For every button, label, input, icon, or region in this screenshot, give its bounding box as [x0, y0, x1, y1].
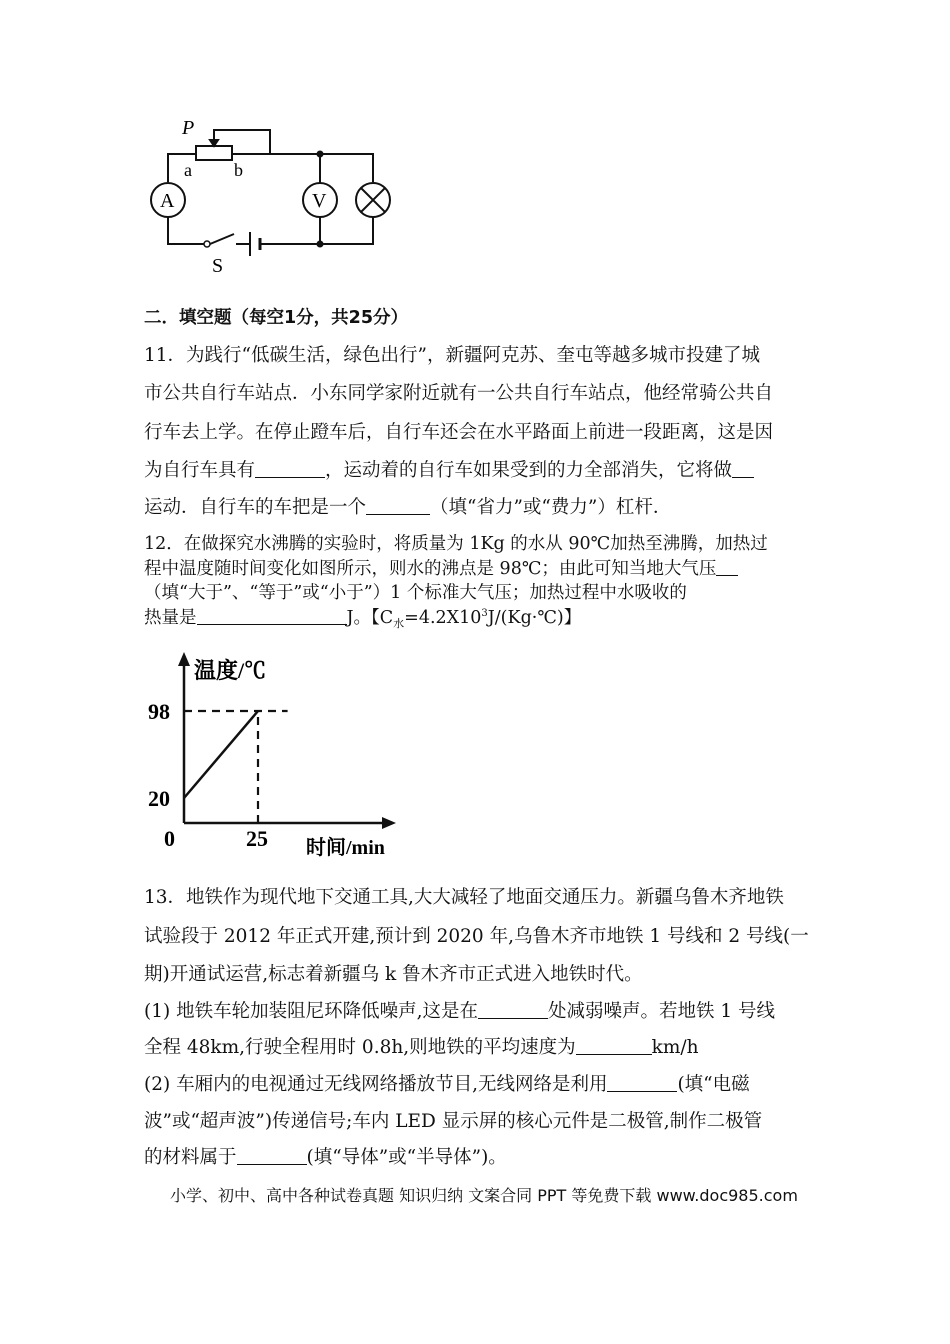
q13-text-8a: 的材料属于: [144, 1147, 237, 1168]
q11-line-3: 行车去上学。在停止蹬车后，自行车还会在水平路面上前进一段距离，这是因: [144, 422, 774, 443]
q12-text-4b: J。【C: [346, 608, 394, 628]
temperature-series-line: [184, 711, 258, 798]
circuit-wire-bottom-left: [168, 217, 204, 244]
q13-line-2: 试验段于 2012 年正式开建,预计到 2020 年,乌鲁木齐市地铁 1 号线和 2 号线(一: [144, 926, 809, 947]
x-axis-label: 时间/min: [306, 837, 385, 859]
q11-line-2: 市公共自行车站点．小东同学家附近就有一公共自行车站点，他经常骑公共自: [144, 383, 774, 404]
label-a: a: [184, 160, 192, 180]
ammeter-label: A: [160, 190, 175, 212]
q13-line-8: [144, 1143, 507, 1169]
q13-text-5b: km/h: [651, 1037, 699, 1058]
junction-top: [317, 151, 324, 158]
q12-text-4d: J/(Kg·℃)】: [487, 608, 582, 628]
q13-text-4a: (1) 地铁车轮加装阻尼环降低噪声,这是在: [144, 1001, 478, 1022]
q11-text-5b: （填“省力”或“费力”）杠杆．: [430, 497, 672, 518]
label-b: b: [234, 160, 243, 180]
q13-line-5: [144, 1033, 699, 1059]
y-tick-98: 98: [148, 699, 170, 724]
x-tick-25: 25: [246, 826, 268, 851]
voltmeter-label: V: [312, 190, 327, 212]
q11-text-5a: 运动．自行车的车把是一个: [144, 497, 367, 518]
section-title: 二．填空题（每空1分，共25分）: [144, 308, 409, 328]
answer-blank-speed[interactable]: [576, 1038, 652, 1055]
q12-text-4a: 热量是: [144, 608, 197, 628]
q13-text-8b: (填“导体”或“半导体”)。: [306, 1147, 507, 1168]
q13-line-1: 13．地铁作为现代地下交通工具,大大减轻了地面交通压力。新疆乌鲁木齐地铁: [144, 887, 784, 908]
q12-line-3: （填“大于”、“等于”或“小于”）1 个标准大气压；加热过程中水吸收的: [144, 583, 687, 603]
answer-blank-lever[interactable]: [366, 498, 430, 515]
circuit-wire-top-right: [270, 154, 373, 182]
q13-text-5a: 全程 48km,行驶全程用时 0.8h,则地铁的平均速度为: [144, 1037, 576, 1058]
q13-line-6: [144, 1070, 750, 1096]
junction-bottom: [317, 241, 324, 248]
switch-lever: [210, 234, 234, 244]
q13-text-6b: (填“电磁: [677, 1074, 750, 1095]
q11-text-4a: 为自行车具有: [144, 460, 256, 481]
y-tick-20: 20: [148, 786, 170, 811]
label-s: S: [212, 255, 224, 277]
answer-blank-motion[interactable]: [732, 461, 754, 478]
q11-text-4b: ，运动着的自行车如果受到的力全部消失，它将做: [325, 460, 733, 481]
q12-line-4: [144, 604, 581, 631]
y-axis-arrow: [178, 652, 190, 666]
q13-line-4: [144, 997, 775, 1023]
switch-pivot: [204, 241, 210, 247]
q12-text-2a: 程中温度随时间变化如图所示，则水的沸点是 98℃；由此可知当地大气压: [144, 559, 717, 579]
q12-superscript: 3: [481, 608, 488, 619]
rheostat-slider: [214, 130, 270, 154]
x-axis-arrow: [382, 817, 396, 829]
label-p: P: [182, 117, 195, 139]
q11-line-1: 11．为践行“低碳生活，绿色出行”，新疆阿克苏、奎屯等越多城市投建了城: [144, 345, 760, 366]
q12-subscript-water: 水: [393, 617, 405, 630]
y-axis-label: 温度/℃: [194, 658, 267, 683]
answer-blank-pressure[interactable]: [716, 559, 738, 576]
q13-text-4b: 处减弱噪声。若地铁 1 号线: [547, 1001, 776, 1022]
answer-blank-inertia[interactable]: [255, 461, 325, 478]
answer-blank-noise[interactable]: [478, 1002, 548, 1019]
answer-blank-wave[interactable]: [607, 1075, 677, 1092]
q13-line-3: 期)开通试运营,标志着新疆乌 k 鲁木齐市正式进入地铁时代。: [144, 964, 643, 985]
x-tick-0: 0: [164, 826, 175, 851]
answer-blank-heat[interactable]: [197, 608, 347, 625]
q13-line-7: 波”或“超声波”)传递信号;车内 LED 显示屏的核心元件是二极管,制作二极管: [144, 1111, 763, 1132]
q12-text-4c: =4.2X10: [404, 608, 482, 628]
circuit-wire-bottom-right: [260, 217, 373, 244]
circuit-diagram: [140, 110, 410, 280]
q12-line-2: [144, 555, 738, 580]
answer-blank-material[interactable]: [237, 1148, 307, 1165]
q11-line-4: [144, 456, 754, 482]
q11-line-5: [144, 493, 671, 519]
page-footer: 小学、初中、高中各种试卷真题 知识归纳 文案合同 PPT 等免费下载 www.doc985.com: [170, 1186, 798, 1205]
q12-line-1: 12．在做探究水沸腾的实验时，将质量为 1Kg 的水从 90℃加热至沸腾，加热过: [144, 534, 768, 554]
rheostat: [196, 146, 232, 160]
q13-text-6a: (2) 车厢内的电视通过无线网络播放节目,无线网络是利用: [144, 1074, 608, 1095]
temperature-chart: [140, 648, 420, 868]
